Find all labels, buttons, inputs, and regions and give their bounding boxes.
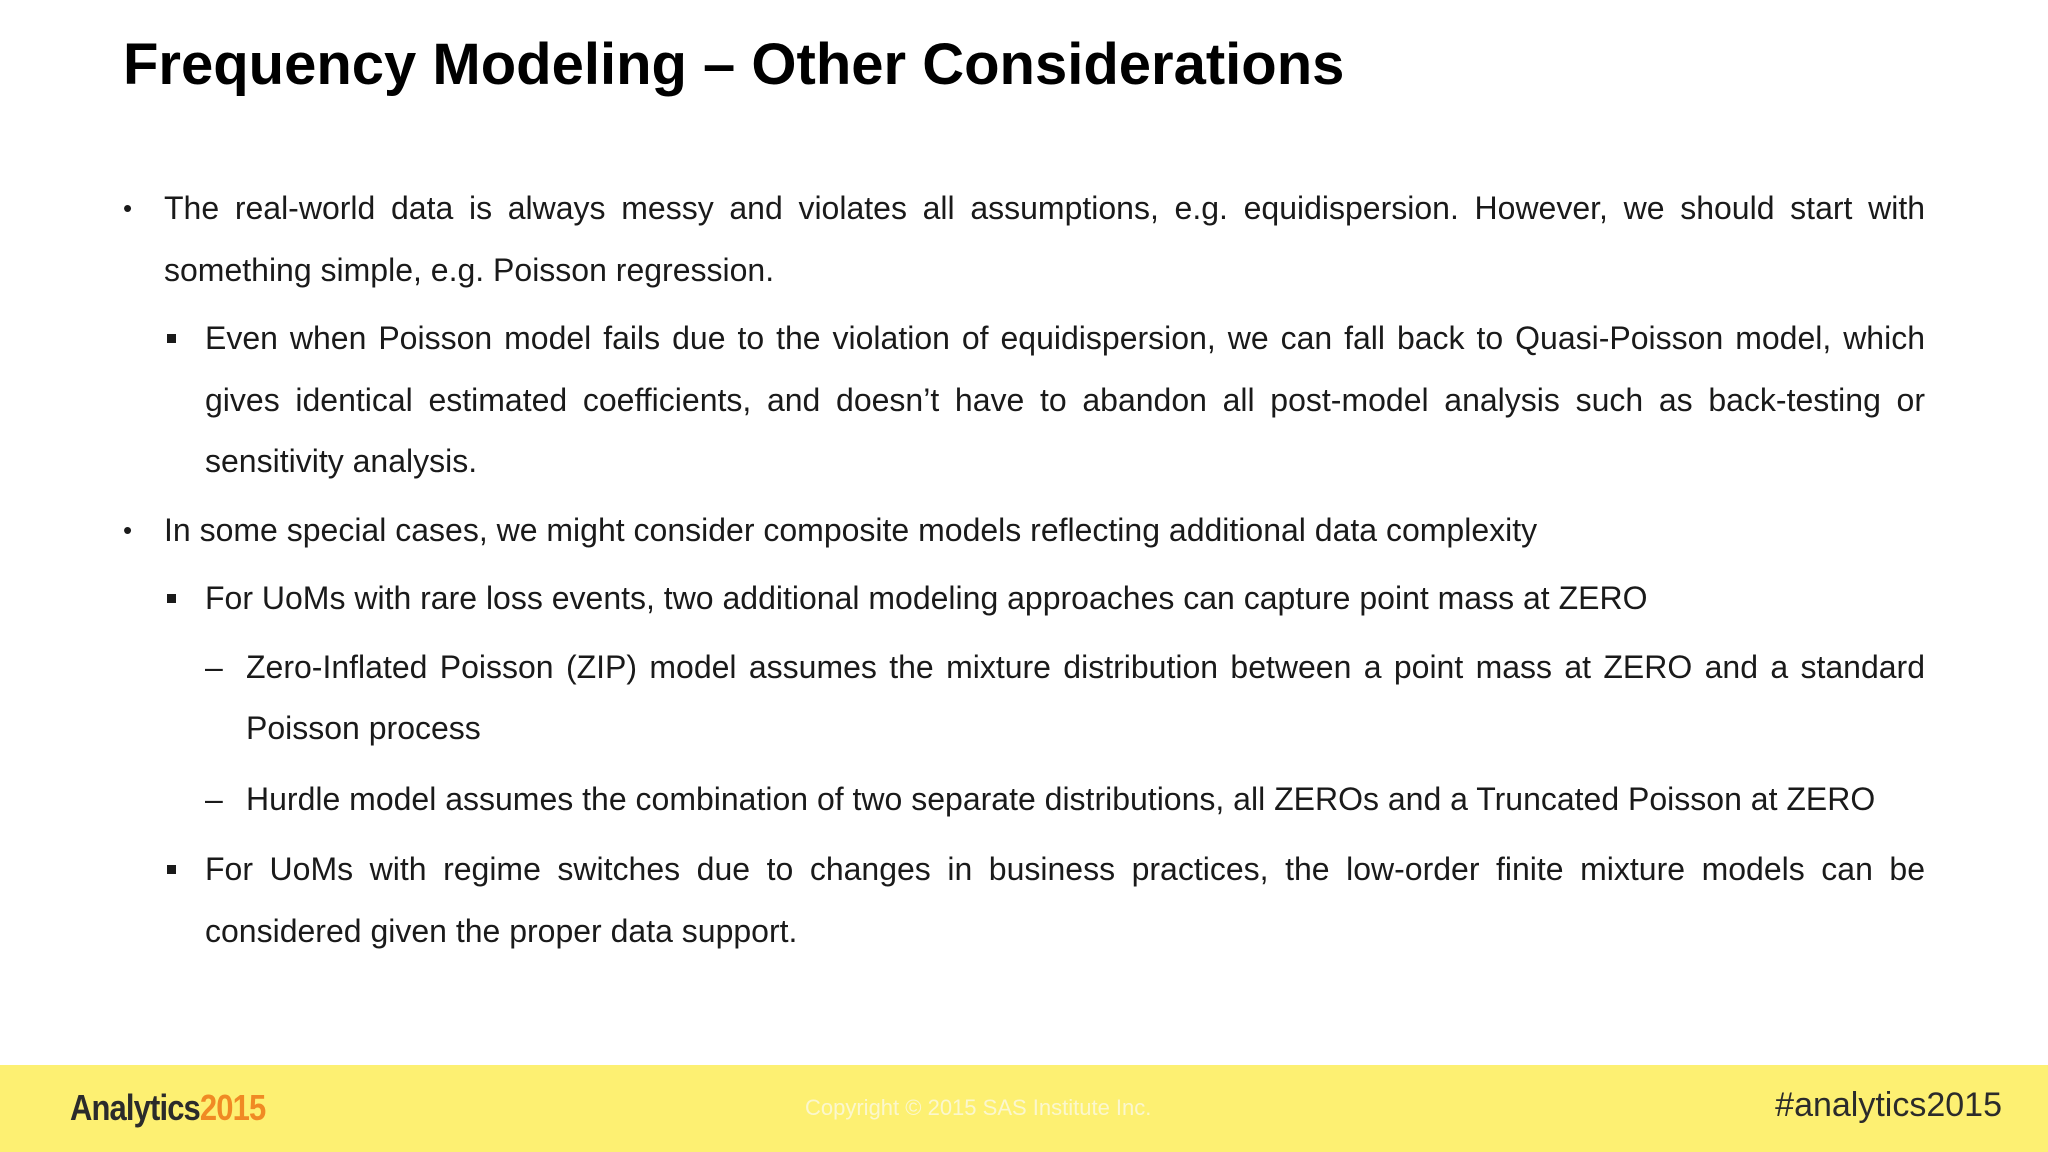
logo-word: Analytics — [70, 1087, 200, 1128]
event-hashtag: #analytics2015 — [1775, 1086, 2002, 1124]
bullet-item — [123, 178, 1925, 301]
logo-year: 2015 — [199, 1087, 266, 1128]
dash-item — [123, 769, 1925, 831]
dash-item — [123, 637, 1925, 760]
sub-bullet-text: For UoMs with regime switches due to changes in business practices, the low-order finite mixture models can be considered given the proper data support. — [205, 851, 1925, 949]
dash-bullet-icon: – — [205, 780, 223, 817]
sub-bullet-item — [123, 308, 1925, 493]
bullet-text: The real-world data is always messy and violates all assumptions, e.g. equidispersion. However, we should start with something simple, e.g. Poisson regression. — [164, 190, 1925, 288]
slide-title: Frequency Modeling – Other Considerations — [123, 32, 1345, 97]
dash-item-text: Zero-Inflated Poisson (ZIP) model assumes the mixture distribution between a point mass at ZERO and a standard Poisson process — [246, 648, 1925, 746]
sub-bullet-item — [123, 839, 1925, 962]
sub-bullet-text: For UoMs with rare loss events, two additional modeling approaches can capture point mass at ZERO — [205, 580, 1648, 616]
bullet-item — [123, 500, 1925, 562]
analytics-2015-logo — [70, 1087, 265, 1129]
bullet-dot-icon: • — [123, 514, 133, 545]
bullet-list — [123, 178, 1925, 969]
bullet-text: In some special cases, we might consider composite models reflecting additional data complexity — [164, 511, 1538, 548]
sub-bullet-text: Even when Poisson model fails due to the violation of equidispersion, we can fall back to Quasi-Poisson model, which gives identical estimated coefficients, and doesn’t have to abandon all post-model analysis such as back-testing or sensitivity analysis. — [205, 320, 1925, 479]
copyright-notice: Copyright © 2015 SAS Institute Inc. — [805, 1095, 1152, 1120]
bullet-dot-icon: • — [123, 193, 133, 223]
sub-bullet-item — [123, 568, 1925, 630]
footer-band — [0, 1065, 2048, 1152]
dash-item-text: Hurdle model assumes the combination of two separate distributions, all ZEROs and a Truncated Poisson at ZERO — [246, 780, 1876, 817]
dash-bullet-icon: – — [205, 648, 223, 685]
